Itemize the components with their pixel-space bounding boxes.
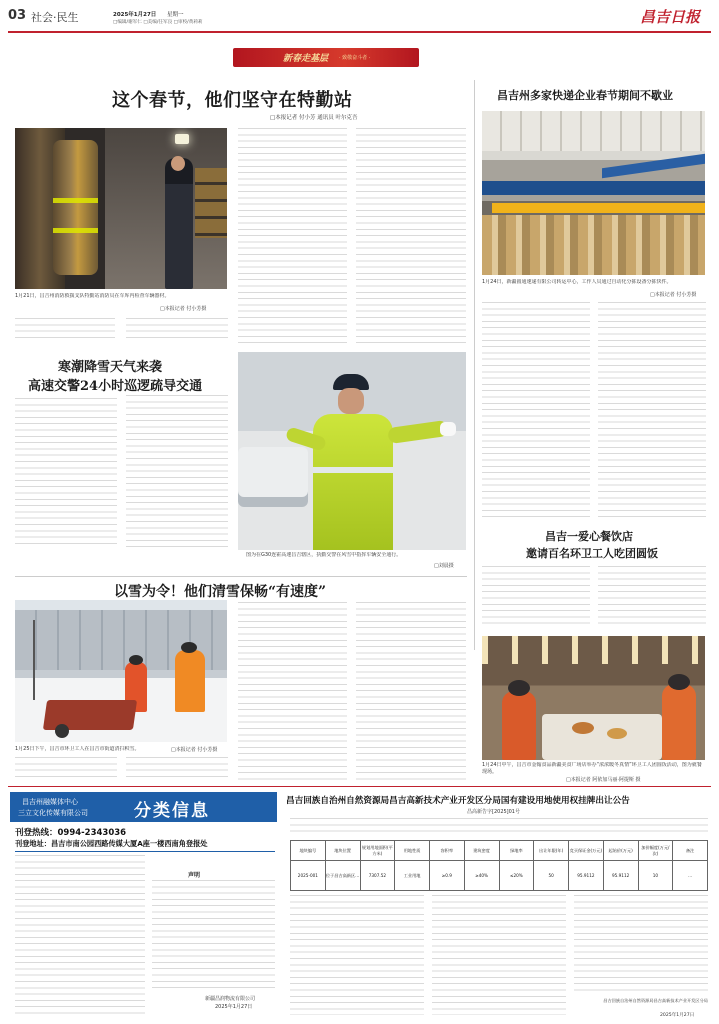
table-cell: 50 [534,861,569,891]
conveyor-belt [602,154,705,178]
express-photo-caption: 1月24日，新疆圆通速递有限公司转运中心，工作人员通过自动化分拣设备分拣快件。 [482,279,672,285]
officer-vest [313,414,393,550]
firefighter-photo [15,128,227,289]
classified-phone: 刊登热线：0994-2343036 [15,828,127,838]
white-glove [440,422,456,436]
table-row [291,861,708,891]
header-divider [8,31,711,33]
canteen-column-2 [598,566,706,626]
turnout-coat [53,140,98,275]
food-dish [572,722,594,734]
coat-reflective-stripe [53,198,98,203]
patrol-photo-credit: □刘晨摄 [434,563,454,569]
table-header-cell: 建筑密度 [464,841,499,861]
sorting-center-photo [482,111,705,275]
table-cell: ≥40% [464,861,499,891]
section-divider [15,576,467,577]
series-banner [233,48,419,67]
sanitation-worker [175,650,205,712]
canteen-photo-caption: 1月24日中午，昌吉市金翰食品新疆美食广场店举办“浓浓暖冬真情”环卫工人团圆饭活动，图为就餐现场。 [482,762,702,775]
snow-article-column-2 [126,757,228,781]
newspaper-logo: 昌吉日报 [640,8,701,26]
main-photo-credit: □本报记者 付小芳摄 [160,306,207,312]
express-article-column-2 [598,302,706,517]
main-article-column-1 [15,318,115,342]
snow-article-column-1 [15,757,117,781]
main-photo-caption: 1月21日，昌吉州消防救援支队特勤站消防员在车库内检查车辆器材。 [15,293,170,299]
table-header-cell: 用地性质 [395,841,430,861]
firefighter-figure [165,158,193,289]
snow-article-column-4 [356,602,466,782]
table-header-cell: 地块位置 [325,841,360,861]
table-cell: 位于昌吉高新区… [325,861,360,891]
street-lamp [33,620,35,700]
snowy-vehicle [238,447,308,507]
classified-title: 分类信息 [134,801,210,821]
equipment-shelf [195,168,227,238]
table-header-cell: 地块编号 [291,841,326,861]
header-date: 2025年1月27日 [113,12,157,18]
express-article-column-1 [482,302,590,517]
table-cell: 工业用地 [395,861,430,891]
section-name: 社会·民生 [31,11,79,24]
page-header [0,6,719,32]
snow-article-title: 以雪为令！他们清雪保畅“有速度” [114,584,327,600]
table-header-cell: 规划用地面积(平方米) [360,841,395,861]
coat-reflective-stripe [53,228,98,233]
diner-hat [508,680,530,696]
table-header-cell: 加价幅度(万元/次) [638,841,673,861]
table-header-cell: 容积率 [430,841,465,861]
food-dish [607,728,627,739]
column-divider [474,80,475,650]
diner-worker [502,691,536,760]
vest-reflective-stripe [313,467,393,473]
main-article-column-4 [356,128,466,343]
traffic-police-photo [238,352,466,550]
dining-table [542,714,662,760]
notice-company: 新疆昌润物流有限公司 [205,996,256,1002]
ceiling-lights [482,636,705,664]
firefighter-face [171,156,185,171]
table-cell: 95.9112 [569,861,604,891]
header-weekday: 星期一 [167,12,184,18]
canteen-photo-credit: □本报记者 阿依加马丽·阿提斯 摄 [566,777,641,783]
table-cell: 10 [638,861,673,891]
table-cell: … [673,861,708,891]
announcement-date: 2025年1月27日 [660,1013,695,1018]
wall-lamp [175,134,189,144]
bottom-divider [8,786,711,787]
classified-address: 刊登地址：昌吉市南公园西路传媒大厦A座一楼西南角登报处 [15,839,208,848]
notice-date: 2025年1月27日 [215,1004,253,1010]
table-header-cell: 起始价(万元) [603,841,638,861]
page-number: 03 [8,8,27,23]
announcement-body-column-2 [432,895,566,1015]
table-cell: ≥0.9 [430,861,465,891]
announcement-intro [290,818,708,836]
classified-header [10,792,277,822]
officer-face [338,388,364,414]
banner-subtitle: · 致敬奋斗者 · [339,55,371,61]
classified-ads-column-1 [15,855,145,1015]
conveyor-belt [492,203,705,213]
express-photo-credit: □本报记者 付小芳摄 [650,292,697,298]
canteen-column-1 [482,566,590,626]
classified-company-1: 昌吉州融媒体中心 [22,798,78,806]
main-article-byline: □本报记者 付小芳 通讯员 叶尔克吾 [270,115,358,121]
table-header-cell: 出让年限(年) [534,841,569,861]
banner-title: 新春走基层 [283,54,329,64]
patrol-title-line-2: 高速交警24小时巡逻疏导交通 [28,379,203,394]
table-header-cell: 绿地率 [499,841,534,861]
conveyor-belt [482,181,705,195]
table-cell: ≤20% [499,861,534,891]
diner-worker [662,684,696,760]
canteen-title-line-1: 昌吉一爱心餐饮店 [545,530,633,543]
parcel-piles [482,215,705,275]
land-parcel-table [290,840,708,891]
patrol-column-2 [126,395,228,549]
ceiling-beams [482,111,705,151]
table-header-cell: 备注 [673,841,708,861]
announcement-body-column-3 [574,895,708,995]
diner-hat [668,674,690,690]
canteen-title-line-2: 邀请百名环卫工人吃团圆饭 [526,547,658,560]
express-article-title: 昌吉州多家快递企业春节期间不歇业 [497,89,673,102]
notice-title: 声明 [188,872,201,879]
table-cell: 95.9112 [603,861,638,891]
worker-hat [129,655,143,665]
announcement-title: 昌吉回族自治州自然资源局昌吉高新技术产业开发区分局国有建设用地使用权挂牌出让公告 [286,796,630,806]
table-cell: 7307.52 [360,861,395,891]
table-header-cell: 竞买保证金(万元) [569,841,604,861]
canteen-photo [482,636,705,760]
patrol-column-1 [15,398,117,548]
announcement-body-column-1 [290,895,424,1015]
patrol-photo-caption: 图为在G30连霍高速昌吉辖区，执勤交警在风雪中指挥车辆安全通行。 [246,552,402,558]
snow-article-column-3 [238,602,347,782]
snow-cleaning-photo [15,600,227,742]
announcement-subtitle: 昌高新告字[2025]01号 [467,809,520,815]
classified-company-2: 三立文化传媒有限公司 [18,809,88,817]
cart-wheel [55,724,69,738]
header-editors: □编辑/谢军仁 □美编/任军良 □审校/黄莉莉 [113,20,203,25]
classified-divider [15,851,275,852]
main-article-column-2 [126,318,228,342]
table-header-row [291,841,708,861]
main-article-title: 这个春节，他们坚守在特勤站 [112,90,353,111]
announcement-issuer: 昌吉回族自治州自然资源局昌吉高新技术产业开发区分局 [603,998,708,1003]
snow-photo-credit: □本报记者 付小芳摄 [171,747,218,753]
worker-hat [181,642,197,653]
snow-photo-caption: 1月25日下午，昌吉市环卫工人在昌吉市街道清扫积雪。 [15,746,140,752]
main-article-column-3 [238,128,347,343]
table-cell: 2025-001 [291,861,326,891]
patrol-title-line-1: 寒潮降雪天气来袭 [58,360,163,375]
notice-body [152,880,275,990]
